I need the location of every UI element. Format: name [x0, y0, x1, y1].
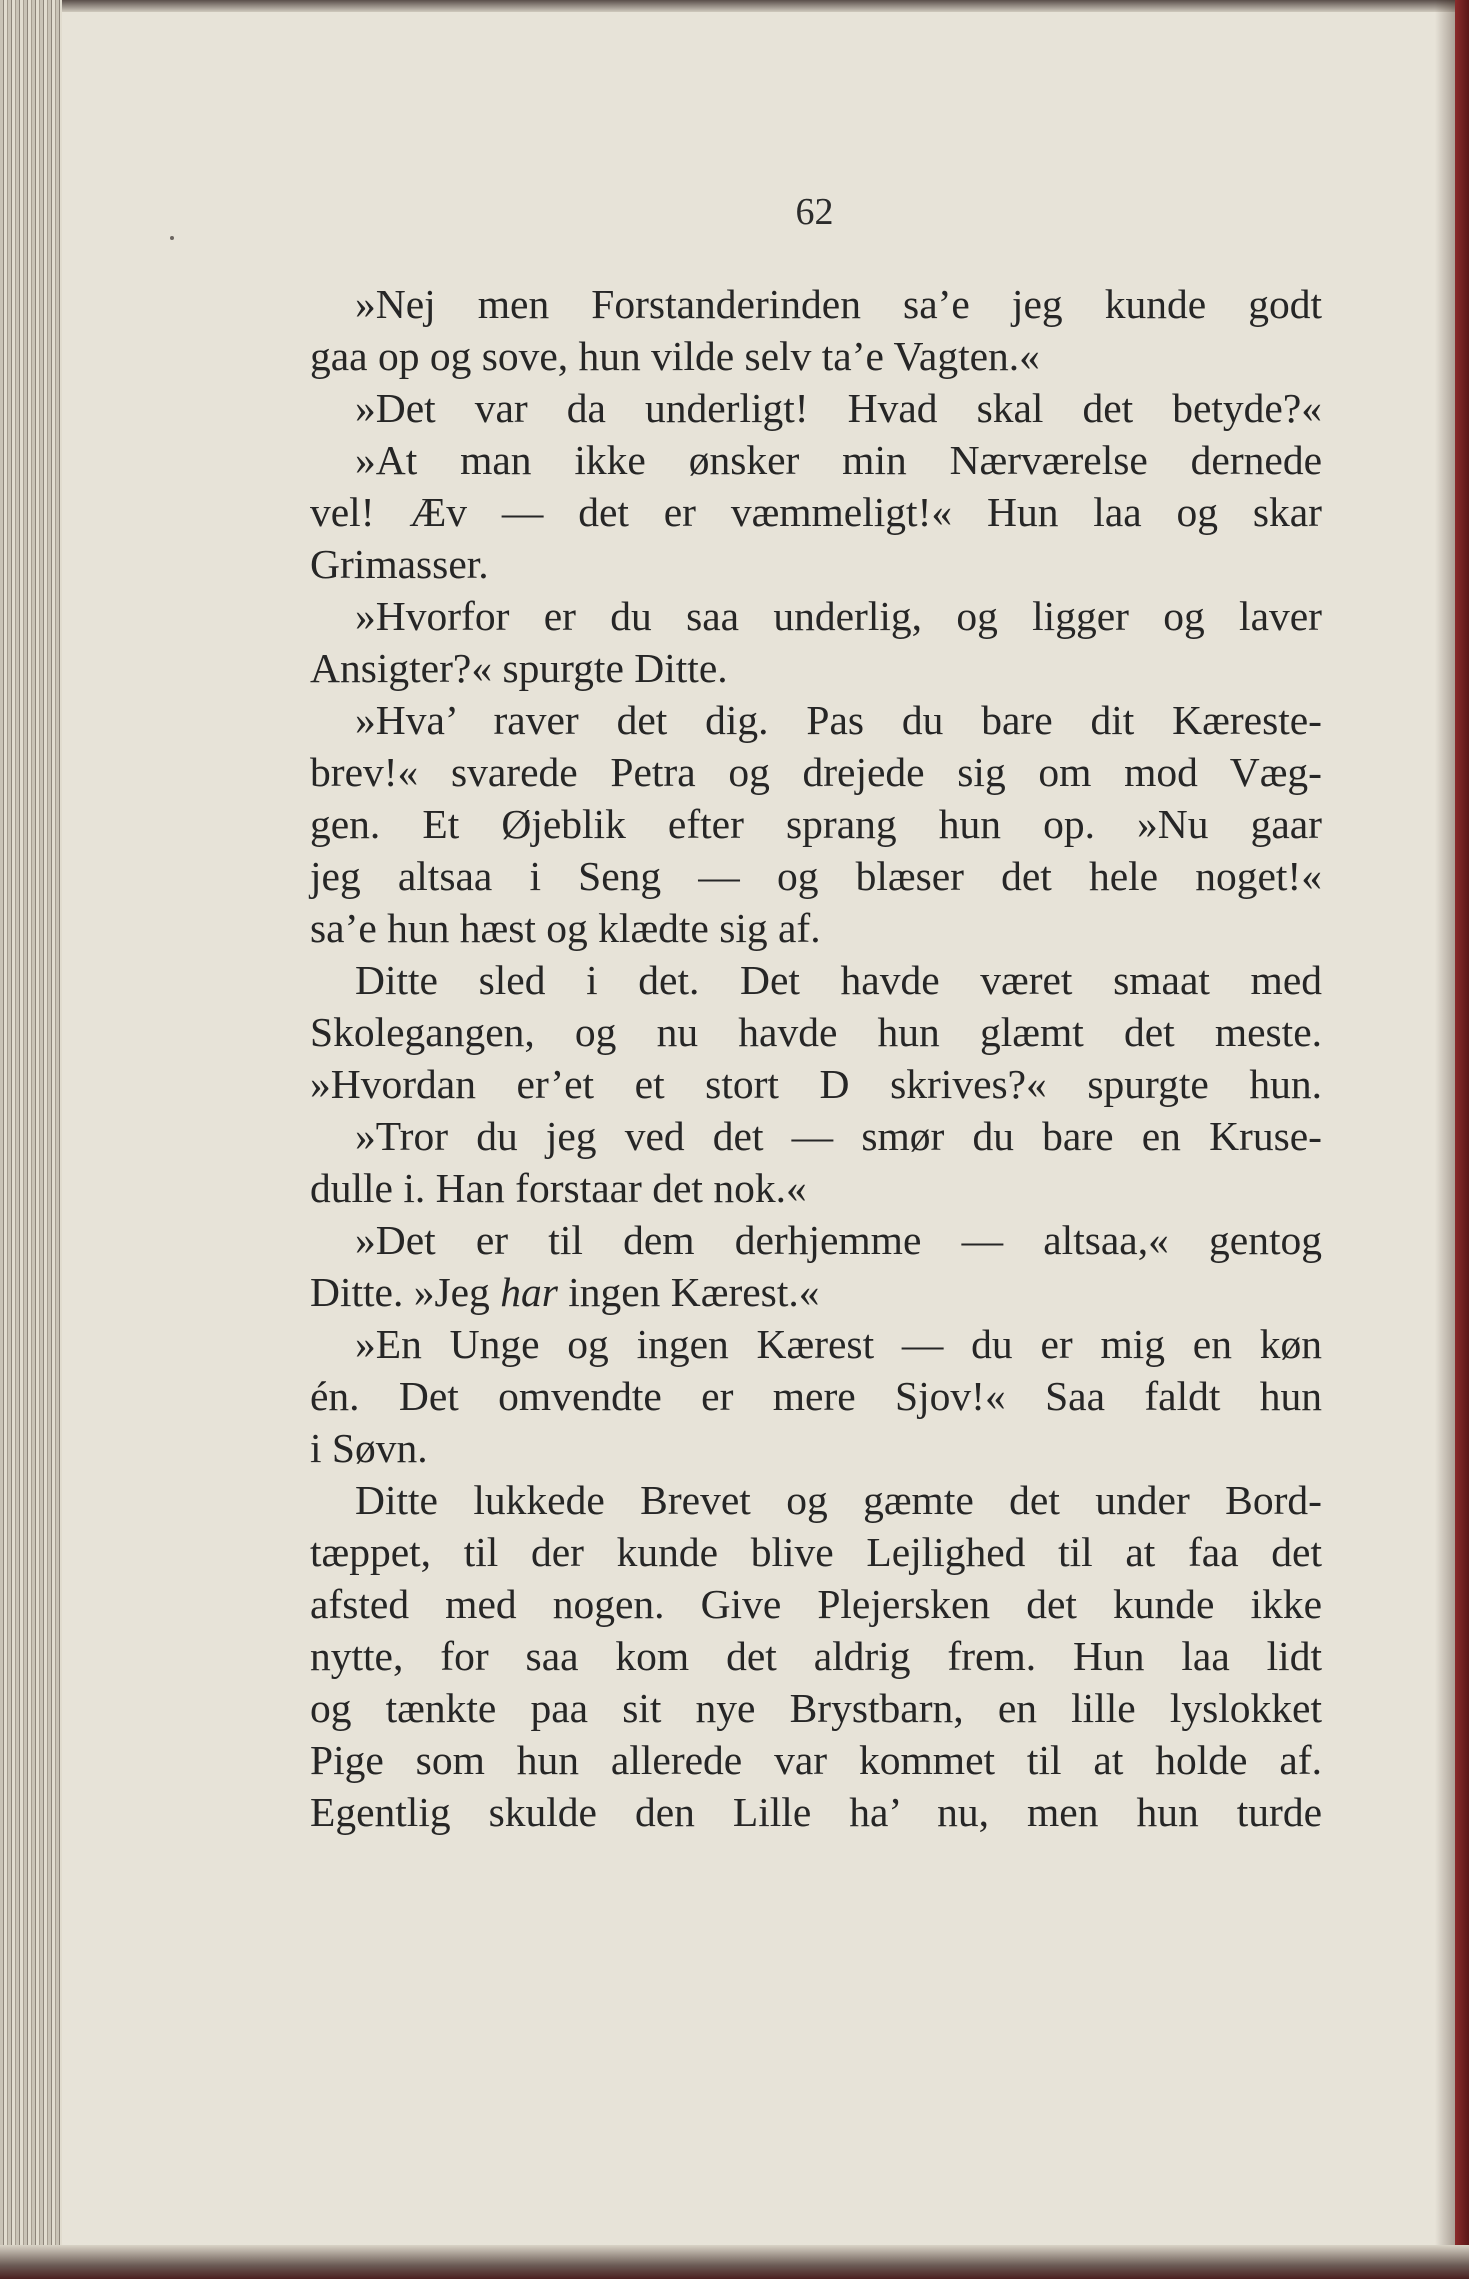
text-line: dulle i. Han forstaar det nok.«	[310, 1165, 807, 1211]
text-line: gen. Et Øjeblik efter sprang hun op. »Nu gaar	[310, 801, 1322, 847]
text-line: gaa op og sove, hun vilde selv ta’e Vagten.«	[310, 333, 1040, 379]
text-line: Grimasser.	[310, 541, 489, 587]
text-line: Ditte sled i det. Det havde været smaat med	[355, 957, 1322, 1003]
text-line: »Hvordan er’et et stort D skrives?« spurgte hun.	[310, 1061, 1322, 1107]
book-cover-edge	[1455, 0, 1469, 2279]
text-line: »Det var da underligt! Hvad skal det betyde?«	[355, 385, 1322, 431]
page-bottom-edge	[0, 2245, 1469, 2279]
body-text	[310, 278, 1322, 1838]
text-line: én. Det omvendte er mere Sjov!« Saa faldt hun	[310, 1373, 1322, 1419]
text-line: afsted med nogen. Give Plejersken det kunde ikke	[310, 1581, 1322, 1627]
text-line: sa’e hun hæst og klædte sig af.	[310, 905, 821, 951]
text-line: i Søvn.	[310, 1425, 428, 1471]
text-line: Ditte. »Jeg har ingen Kærest.«	[310, 1269, 820, 1315]
text-line: Skolegangen, og nu havde hun glæmt det meste.	[310, 1009, 1322, 1055]
text-line: »Det er til dem derhjemme — altsaa,« gentog	[355, 1217, 1322, 1263]
text-line: Ditte lukkede Brevet og gæmte det under Bord-	[355, 1477, 1322, 1523]
text-line: jeg altsaa i Seng — og blæser det hele noget!«	[310, 853, 1322, 899]
text-line: brev!« svarede Petra og drejede sig om mod Væg-	[310, 749, 1322, 795]
text-line: tæppet, til der kunde blive Lejlighed til at faa det	[310, 1529, 1322, 1575]
text-line: »Hva’ raver det dig. Pas du bare dit Kæreste-	[355, 697, 1322, 743]
text-line: »Tror du jeg ved det — smør du bare en Kruse-	[355, 1113, 1322, 1159]
binding-shadow	[1435, 0, 1455, 2279]
emphasized-word: har	[500, 1269, 558, 1315]
text-line: vel! Æv — det er væmmeligt!« Hun laa og skar	[310, 489, 1322, 535]
text-line: Ansigter?« spurgte Ditte.	[310, 645, 728, 691]
text-line: og tænkte paa sit nye Brystbarn, en lille lyslokket	[310, 1685, 1322, 1731]
print-speck	[170, 236, 174, 240]
page-top-edge	[0, 0, 1469, 12]
text-line: Egentlig skulde den Lille ha’ nu, men hun turde	[310, 1789, 1322, 1835]
text-line: Pige som hun allerede var kommet til at holde af.	[310, 1737, 1322, 1783]
text-line: nytte, for saa kom det aldrig frem. Hun laa lidt	[310, 1633, 1322, 1679]
text-line: »At man ikke ønsker min Nærværelse dernede	[355, 437, 1322, 483]
text-line: »Nej men Forstanderinden sa’e jeg kunde godt	[355, 281, 1322, 327]
text-line: »Hvorfor er du saa underlig, og ligger og laver	[355, 593, 1322, 639]
book-page-edges	[0, 0, 62, 2279]
text-line: »En Unge og ingen Kærest — du er mig en køn	[355, 1321, 1322, 1367]
page-number: 62	[795, 191, 834, 233]
